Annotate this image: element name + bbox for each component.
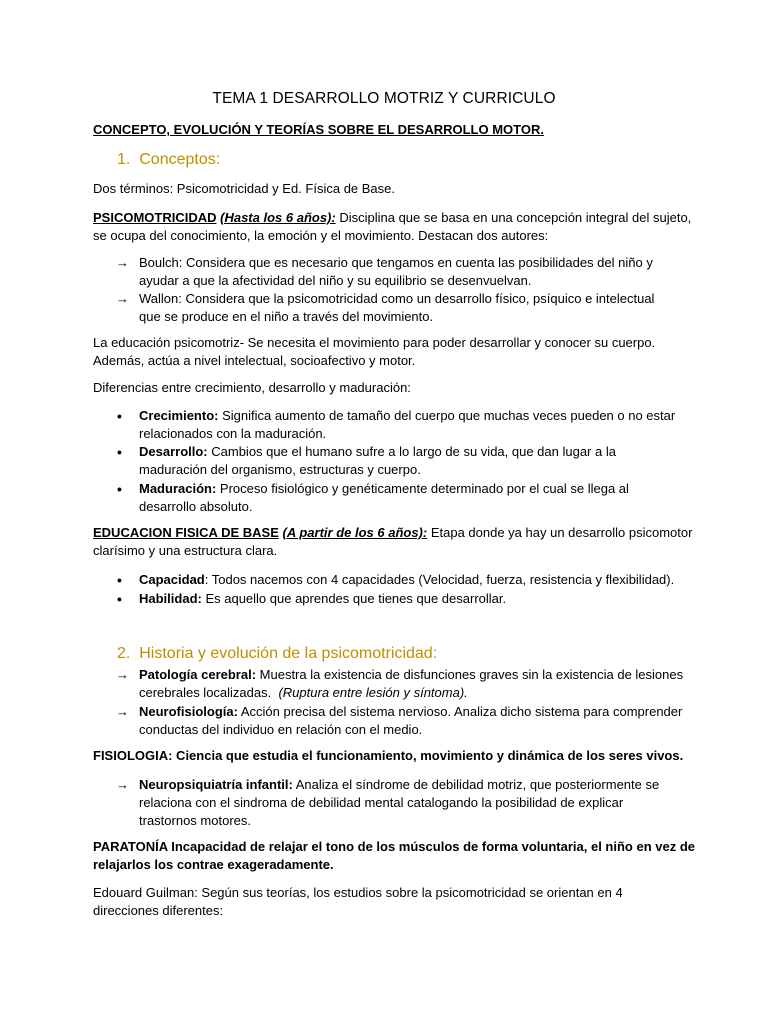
patologia-line-1 xyxy=(139,666,683,684)
crecimiento-term: Crecimiento: xyxy=(139,408,219,423)
desarrollo-term: Desarrollo: xyxy=(139,444,208,459)
neuropsiquiatria-line-2: relaciona con el sindroma de debilidad mental catalogando la posibilidad de explicar xyxy=(139,795,624,810)
bullet-icon: • xyxy=(117,481,122,497)
capacidad-text: : Todos nacemos con 4 capacidades (Velocidad, fuerza, resistencia y flexibilidad). xyxy=(204,572,675,587)
capacidad-term: Capacidad xyxy=(139,572,205,587)
crecimiento-text: Significa aumento de tamaño del cuerpo que muchas veces pueden o no estar xyxy=(218,408,676,423)
desarrollo-text: Cambios que el humano sufre a lo largo de su vida, que dan lugar a la xyxy=(207,444,616,459)
heading-1-text: Conceptos: xyxy=(139,151,221,168)
neuropsiquiatria-term: Neuropsiquiatría infantil: xyxy=(139,777,293,792)
bullet-icon: • xyxy=(117,444,122,460)
heading-1 xyxy=(117,151,220,169)
heading-2 xyxy=(117,645,437,663)
paratonia-line-2: relajarlos los contrae exageradamente. xyxy=(93,857,334,872)
author-boulch-line-2: ayudar a que la afectividad del niño y su equilibrio se desenvuelvan. xyxy=(139,273,532,288)
capacidad-item xyxy=(139,571,674,589)
arrow-icon: → xyxy=(116,667,129,682)
bullet-icon: • xyxy=(117,572,122,588)
efb-paragraph-line-1 xyxy=(93,524,692,542)
paratonia-line-1: PARATONÍA Incapacidad de relajar el tono de los músculos de forma voluntaria, el niño en vez de xyxy=(93,839,695,854)
maduracion-line-1 xyxy=(139,480,629,498)
educacion-psicomotriz-line-2: Además, actúa a nivel intelectual, socioafectivo y motor. xyxy=(93,353,416,368)
patologia-text-2: cerebrales localizadas. xyxy=(139,685,272,700)
patologia-text: Muestra la existencia de disfunciones graves sin la existencia de lesiones xyxy=(256,667,684,682)
author-boulch-line-1: Boulch: Considera que es necesario que tengamos en cuenta las posibilidades del niño y xyxy=(139,255,653,270)
arrow-icon: → xyxy=(116,777,129,792)
efb-age: (A partir de los 6 años): xyxy=(282,525,428,540)
arrow-icon: → xyxy=(116,704,129,719)
dos-terminos-paragraph: Dos términos: Psicomotricidad y Ed. Física de Base. xyxy=(93,181,396,196)
crecimiento-line-1 xyxy=(139,407,675,425)
psicomotricidad-paragraph-line-1 xyxy=(93,209,691,227)
heading-2-text: Historia y evolución de la psicomotricidad: xyxy=(139,645,438,662)
efb-paragraph-line-2: clarísimo y una estructura clara. xyxy=(93,543,278,558)
psicomotricidad-text-1: Disciplina que se basa en una concepción integral del sujeto, xyxy=(335,210,692,225)
patologia-italic-note: (Ruptura entre lesión y síntoma). xyxy=(278,685,468,700)
neurofisiologia-text: Acción precisa del sistema nervioso. Analiza dicho sistema para comprender xyxy=(237,704,683,719)
diferencias-paragraph: Diferencias entre crecimiento, desarrollo y maduración: xyxy=(93,380,411,395)
educacion-psicomotriz-line-1: La educación psicomotriz- Se necesita el movimiento para poder desarrollar y conocer su cuerpo. xyxy=(93,335,656,350)
desarrollo-line-1 xyxy=(139,443,616,461)
section-heading: CONCEPTO, EVOLUCIÓN Y TEORÍAS SOBRE EL DESARROLLO MOTOR. xyxy=(93,122,544,137)
neuropsiquiatria-line-1 xyxy=(139,776,659,794)
heading-2-number: 2. xyxy=(117,645,131,662)
neuropsiquiatria-text: Analiza el síndrome de debilidad motriz, que posteriormente se xyxy=(292,777,660,792)
arrow-icon: → xyxy=(116,255,129,270)
psicomotricidad-age: (Hasta los 6 años): xyxy=(220,210,336,225)
desarrollo-line-2: maduración del organismo, estructuras y cuerpo. xyxy=(139,462,421,477)
crecimiento-line-2: relacionados con la maduración. xyxy=(139,426,327,441)
maduracion-term: Maduración: xyxy=(139,481,217,496)
efb-text-1: Etapa donde ya hay un desarrollo psicomotor xyxy=(427,525,693,540)
maduracion-line-2: desarrollo absoluto. xyxy=(139,499,253,514)
heading-1-number: 1. xyxy=(117,151,131,168)
author-wallon-line-2: que se produce en el niño a través del movimiento. xyxy=(139,309,434,324)
neurofisiologia-term: Neurofisiología: xyxy=(139,704,238,719)
psicomotricidad-label: PSICOMOTRICIDAD xyxy=(93,210,217,225)
guilman-line-2: direcciones diferentes: xyxy=(93,903,224,918)
author-wallon-line-1: Wallon: Considera que la psicomotricidad como un desarrollo físico, psíquico e intelectual xyxy=(139,291,655,306)
guilman-line-1: Edouard Guilman: Según sus teorías, los estudios sobre la psicomotricidad se orientan en 4 xyxy=(93,885,623,900)
bullet-icon: • xyxy=(117,408,122,424)
habilidad-item xyxy=(139,590,506,608)
neurofisiologia-line-2: conductas del individuo en relación con el medio. xyxy=(139,722,423,737)
patologia-term: Patología cerebral: xyxy=(139,667,257,682)
neurofisiologia-line-1 xyxy=(139,703,682,721)
psicomotricidad-paragraph-line-2: se ocupa del conocimiento, la emoción y el movimiento. Destacan dos autores: xyxy=(93,228,549,243)
bullet-icon: • xyxy=(117,591,122,607)
patologia-line-2 xyxy=(139,684,468,702)
fisiologia-paragraph: FISIOLOGIA: Ciencia que estudia el funcionamiento, movimiento y dinámica de los seres vivos. xyxy=(93,748,684,763)
habilidad-text: Es aquello que aprendes que tienes que desarrollar. xyxy=(201,591,507,606)
maduracion-text: Proceso fisiológico y genéticamente determinado por el cual se llega al xyxy=(216,481,629,496)
habilidad-term: Habilidad: xyxy=(139,591,202,606)
efb-label: EDUCACION FISICA DE BASE xyxy=(93,525,279,540)
neuropsiquiatria-line-3: trastornos motores. xyxy=(139,813,251,828)
document-title: TEMA 1 DESARROLLO MOTRIZ Y CURRICULO xyxy=(212,90,556,107)
arrow-icon: → xyxy=(116,291,129,306)
